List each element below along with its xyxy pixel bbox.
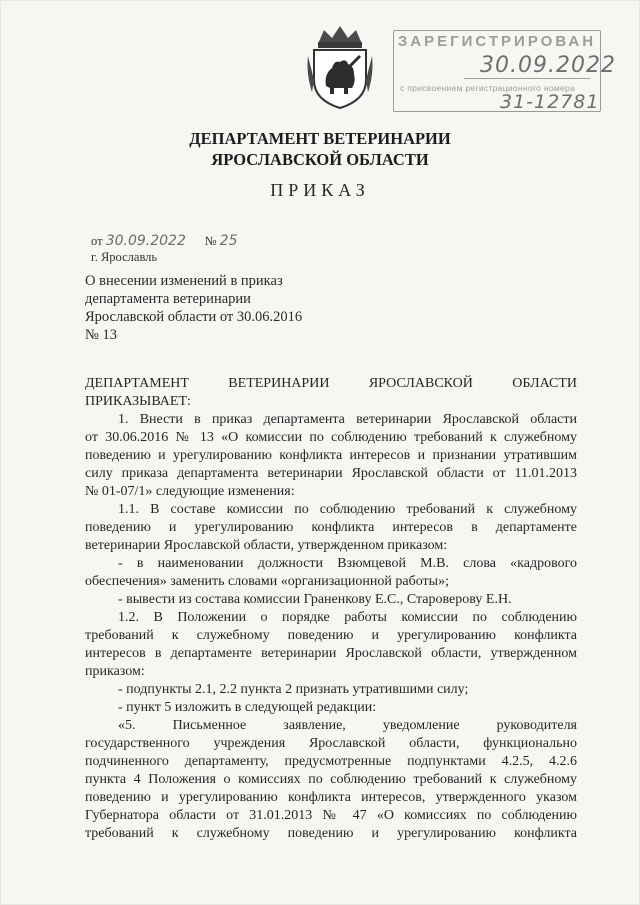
body-line: приказом: <box>85 664 145 679</box>
body-line: - в наименовании должности Взюмцевой М.В. слова «кадрового <box>118 556 577 571</box>
number-prefix: № <box>204 234 217 248</box>
body-line: № 01-07/1» следующие изменения: <box>85 484 295 499</box>
stamp-caption: с присвоением регистрационного номера <box>400 83 576 93</box>
registration-stamp <box>393 30 616 113</box>
body-line: пункта 4 Положения о комиссиях по соблюдению требований к служебному <box>85 772 577 787</box>
body-line: ДЕПАРТАМЕНТ ВЕТЕРИНАРИИ ЯРОСЛАВСКОЙ ОБЛАСТИ <box>85 376 577 391</box>
body-line: государственного учреждения Ярославской области, функционально <box>85 736 577 751</box>
body-line: интересов в департаменте ветеринарии Ярославской области, утвержденном <box>85 646 577 661</box>
department-name <box>0 128 640 170</box>
body-line: 1.1. В составе комиссии по соблюдению требований к служебному <box>118 502 577 517</box>
body-line: 1.2. В Положении о порядке работы комиссии по соблюдению <box>118 610 577 625</box>
body-line: поведению и урегулированию конфликта интересов в департаменте <box>85 520 577 535</box>
order-subject <box>85 272 345 344</box>
subject-line: № 13 <box>85 327 117 343</box>
body-line: «5. Письменное заявление, уведомление руководителя <box>118 718 577 733</box>
body-line: ветеринарии Ярославской области, утвержденном приказом: <box>85 538 448 553</box>
body-line: поведению и урегулированию конфликта интересов и признании утратившим <box>85 448 577 463</box>
order-body <box>85 375 577 843</box>
body-line: - подпункты 2.1, 2.2 пункта 2 признать утратившими силу; <box>118 682 469 697</box>
subject-line: Ярославской области от 30.06.2016 <box>85 309 303 325</box>
body-line: - вывести из состава комиссии Граненкову Е.С., Староверову Е.Н. <box>118 592 512 607</box>
stamp-title: ЗАРЕГИСТРИРОВАН <box>397 33 597 50</box>
subject-line: О внесении изменений в приказ <box>85 273 283 289</box>
body-line: требований к служебному поведению и урегулированию конфликта <box>85 826 577 841</box>
subject-line: департамента ветеринарии <box>85 291 251 307</box>
body-line: от 30.06.2016 № 13 «О комиссии по соблюдению требований к служебному <box>85 430 577 445</box>
stamp-number: 31-12781 <box>500 91 600 113</box>
stamp-date: 30.09.2022 <box>480 53 616 78</box>
order-date: 30.09.2022 <box>105 233 186 249</box>
body-line: Губернатора области от 31.01.2013 № 47 «О комиссиях по соблюдению <box>85 808 577 823</box>
department-line-2: ЯРОСЛАВСКОЙ ОБЛАСТИ <box>211 150 429 169</box>
order-date-line <box>91 233 238 249</box>
department-line-1: ДЕПАРТАМЕНТ ВЕТЕРИНАРИИ <box>189 129 451 148</box>
body-line: силу приказа департамента ветеринарии Ярославской области от 11.01.2013 <box>85 466 577 481</box>
city: г. Ярославль <box>91 250 158 264</box>
order-title: ПРИКАЗ <box>270 180 370 200</box>
body-line: поведению и урегулированию конфликта интересов, утвержденного указом <box>85 790 577 805</box>
body-line: - пункт 5 изложить в следующей редакции: <box>118 700 377 715</box>
order-number: 25 <box>219 233 238 249</box>
body-line: требований к служебному поведению и урегулированию конфликта <box>85 628 577 643</box>
stamp-divider <box>464 78 590 79</box>
body-line: ПРИКАЗЫВАЕТ: <box>85 394 191 409</box>
coat-of-arms-emblem <box>304 22 376 112</box>
body-line: подчиненного департаменту, предусмотренные подпунктами 4.2.5, 4.2.6 <box>85 754 577 769</box>
body-line: обеспечения» заменить словами «организационной работы»; <box>85 574 449 589</box>
body-line: 1. Внести в приказ департамента ветеринарии Ярославской области <box>118 412 577 427</box>
date-prefix: от <box>91 234 103 248</box>
